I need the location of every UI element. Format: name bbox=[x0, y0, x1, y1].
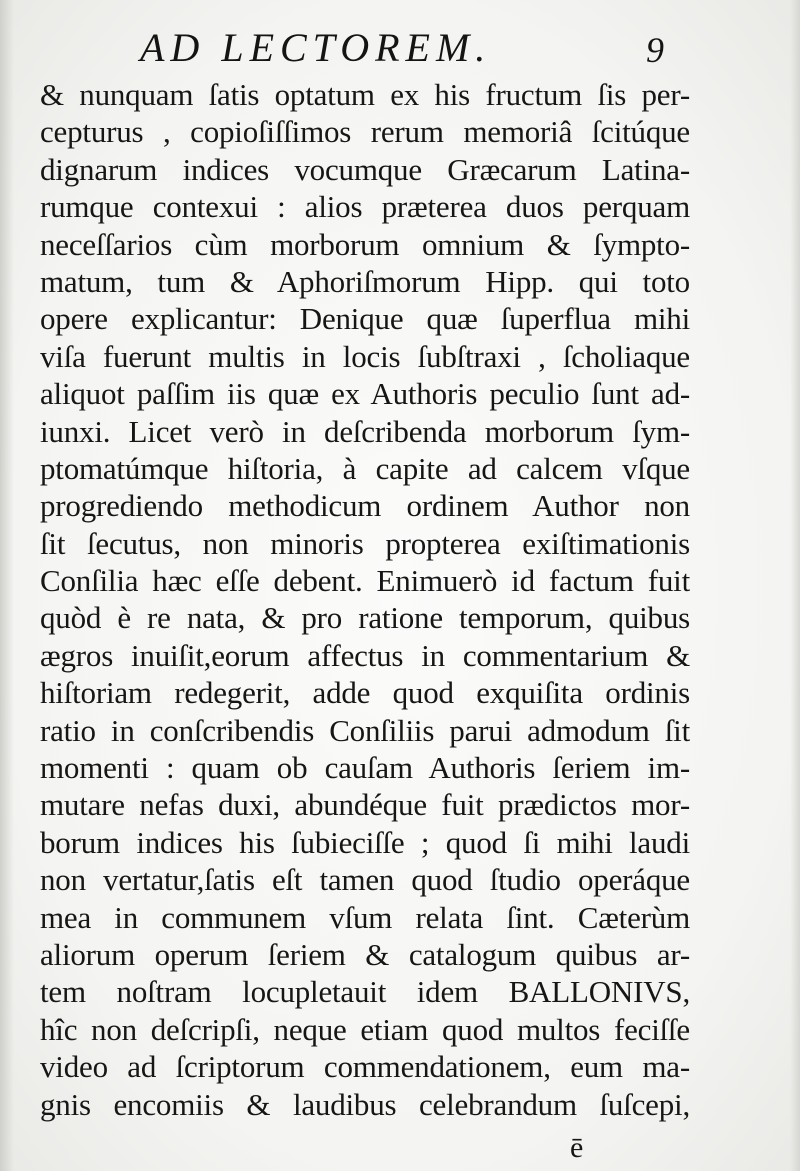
text-line: opere explicantur: Denique quæ ſuperflua mihi bbox=[40, 301, 690, 337]
page-edge-shadow-left bbox=[0, 0, 14, 1171]
page-header bbox=[0, 22, 800, 74]
text-line: viſa fuerunt multis in locis ſubſtraxi , ſcholiaque bbox=[40, 338, 690, 374]
text-line: neceſſarios cùm morborum omnium & ſympto- bbox=[40, 226, 690, 262]
body-text bbox=[40, 76, 690, 1123]
text-line: Conſilia hæc eſſe debent. Enimuerò id factum fuit bbox=[40, 563, 690, 599]
text-line: gnis encomiis & laudibus celebrandum ſuſcepi, bbox=[40, 1086, 690, 1122]
text-line: ratio in conſcribendis Conſiliis parui admodum ſit bbox=[40, 712, 690, 748]
page-number: 9 bbox=[646, 30, 664, 70]
running-head: AD LECTOREM. bbox=[140, 25, 492, 70]
text-line: ſit ſecutus, non minoris propterea exiſtimationis bbox=[40, 525, 690, 561]
page-edge-shadow-right bbox=[790, 0, 800, 1171]
text-line: mutare nefas duxi, abundéque fuit prædictos mor- bbox=[40, 787, 690, 823]
text-line: quòd è re nata, & pro ratione temporum, quibus bbox=[40, 600, 690, 636]
text-line: matum, tum & Aphoriſmorum Hipp. qui toto bbox=[40, 263, 690, 299]
text-line: hîc non deſcripſi, neque etiam quod multos feciſſe bbox=[40, 1011, 690, 1047]
text-line: borum indices his ſubieciſſe ; quod ſi mihi laudi bbox=[40, 824, 690, 860]
text-line: ptomatúmque hiſtoria, à capite ad calcem vſque bbox=[40, 450, 690, 486]
text-line: video ad ſcriptorum commendationem, eum ma- bbox=[40, 1049, 690, 1085]
text-line: iunxi. Licet verò in deſcribenda morborum ſym- bbox=[40, 413, 690, 449]
text-line: rumque contexui : alios præterea duos perquam bbox=[40, 189, 690, 225]
text-line: aliquot paſſim iis quæ ex Authoris peculio ſunt ad- bbox=[40, 376, 690, 412]
text-line: aliorum operum ſeriem & catalogum quibus ar- bbox=[40, 936, 690, 972]
text-line: & nunquam ſatis optatum ex his fructum ſis per- bbox=[40, 77, 690, 112]
text-line: mea in communem vſum relata ſint. Cæterùm bbox=[40, 899, 690, 935]
text-line: ægros inuiſit,eorum affectus in commentarium & bbox=[40, 637, 690, 673]
page-footer bbox=[0, 1130, 800, 1170]
text-line: dignarum indices vocumque Græcarum Latina- bbox=[40, 151, 690, 187]
text-line: momenti : quam ob cauſam Authoris ſeriem im- bbox=[40, 750, 690, 786]
text-line: progrediendo methodicum ordinem Author non bbox=[40, 488, 690, 524]
text-line: non vertatur,ſatis eſt tamen quod ſtudio operáque bbox=[40, 862, 690, 898]
text-line: cepturus , copioſiſſimos rerum memoriâ ſcitúque bbox=[40, 114, 690, 150]
text-line: hiſtoriam redegerit, adde quod exquiſita ordinis bbox=[40, 675, 690, 711]
text-line: tem noſtram locupletauit idem BALLONIVS, bbox=[40, 974, 690, 1010]
catchword: ē bbox=[570, 1131, 584, 1164]
